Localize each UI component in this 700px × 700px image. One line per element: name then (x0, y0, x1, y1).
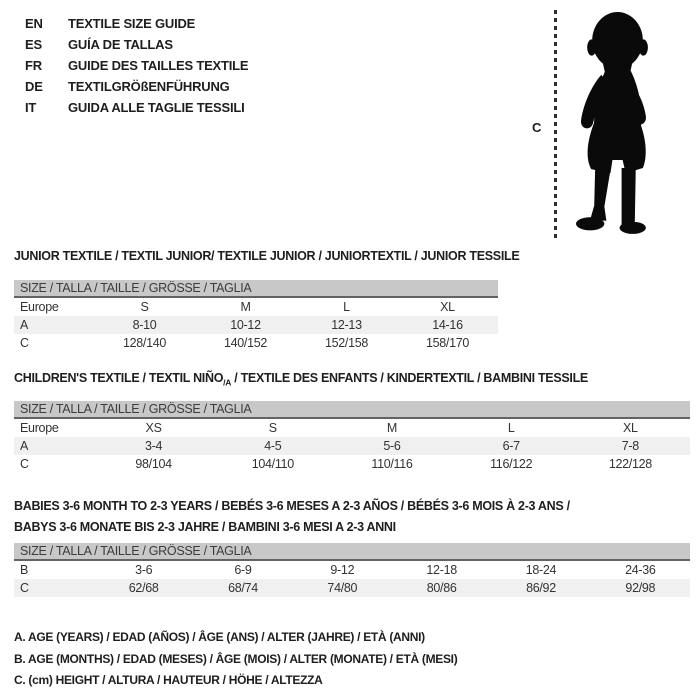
footnotes (14, 627, 457, 692)
row-label: C (20, 457, 29, 471)
height-cell: 68/74 (228, 581, 258, 595)
childrens-title-sub: /A (223, 377, 232, 388)
language-row-en (25, 13, 248, 34)
size-header-bar: SIZE / TALLA / TAILLE / GRÖSSE / TAGLIA (14, 401, 690, 419)
childrens-table (14, 419, 690, 473)
baby-silhouette (563, 8, 668, 241)
language-code: ES (25, 37, 42, 52)
row-label: A (20, 439, 29, 453)
language-code: DE (25, 79, 43, 94)
table-row-europe (14, 298, 498, 316)
height-cell: 80/86 (426, 581, 457, 595)
babies-size-table (14, 543, 690, 597)
table-row-age (14, 316, 498, 334)
size-cell: M (386, 421, 398, 435)
height-cell: 158/170 (425, 336, 470, 350)
age-cell: 5-6 (383, 439, 401, 453)
height-measure-label: C (532, 120, 542, 135)
table-row-height (14, 455, 690, 473)
table-row-height (14, 579, 690, 597)
babies-section-title (14, 496, 570, 538)
height-cell: 152/158 (324, 336, 369, 350)
childrens-title-pre: CHILDREN'S TEXTILE / TEXTIL NIÑO (14, 371, 224, 385)
row-label: Europe (20, 421, 59, 435)
language-title: GUÍA DE TALLAS (68, 37, 173, 52)
language-title: GUIDE DES TAILLES TEXTILE (68, 58, 249, 73)
size-cell: S (140, 300, 149, 314)
row-label: C (20, 336, 29, 350)
age-cell: 8-10 (132, 318, 157, 332)
height-cell: 98/104 (135, 457, 172, 471)
height-measure-line (554, 10, 557, 242)
height-cell: 86/92 (526, 581, 556, 595)
height-cell: 122/128 (608, 457, 652, 471)
size-header-bar: SIZE / TALLA / TAILLE / GRÖSSE / TAGLIA (14, 543, 690, 561)
table-row-age (14, 437, 690, 455)
age-cell: 6-7 (502, 439, 520, 453)
footnote-b: B. AGE (MONTHS) / EDAD (MESES) / ÂGE (MOIS) / ALTER (MONATE) / ETÀ (MESI) (14, 651, 458, 666)
table-row-months (14, 561, 690, 579)
age-cell: 14-16 (432, 318, 463, 332)
childrens-section-title (14, 371, 588, 388)
height-cell: 128/140 (122, 336, 167, 350)
months-cell: 3-6 (135, 563, 153, 577)
footnote-a: A. AGE (YEARS) / EDAD (AÑOS) / ÂGE (ANS) / ALTER (JAHRE) / ETÀ (ANNI) (14, 630, 425, 644)
age-cell: 4-5 (264, 439, 282, 453)
table-row-height (14, 334, 498, 352)
row-label: A (20, 318, 29, 332)
months-cell: 6-9 (234, 563, 252, 577)
row-label: Europe (20, 300, 59, 314)
age-cell: 10-12 (230, 318, 261, 332)
size-cell: XL (623, 421, 638, 435)
language-row-it (25, 97, 248, 118)
row-label: B (20, 563, 29, 577)
language-list (25, 13, 248, 118)
size-header-bar: SIZE / TALLA / TAILLE / GRÖSSE / TAGLIA (14, 280, 498, 298)
size-cell: XS (145, 421, 162, 435)
height-cell: 140/152 (223, 336, 268, 350)
language-title: TEXTILE SIZE GUIDE (68, 16, 196, 31)
months-cell: 24-36 (625, 563, 656, 577)
footnote-c: C. (cm) HEIGHT / ALTURA / HAUTEUR / HÖHE / ALTEZZA (14, 673, 323, 687)
language-row-es (25, 34, 248, 55)
language-row-de (25, 76, 248, 97)
age-cell: 7-8 (621, 439, 639, 453)
language-code: EN (25, 16, 43, 31)
junior-size-table (14, 280, 498, 352)
childrens-title-post: / TEXTILE DES ENFANTS / KINDERTEXTIL / BAMBINI TESSILE (231, 371, 588, 385)
babies-title-line1: BABIES 3-6 MONTH TO 2-3 YEARS / BEBÉS 3-6 MESES A 2-3 AÑOS / BÉBÉS 3-6 MOIS À 2-3 ANS / (14, 499, 570, 513)
height-cell: 110/116 (371, 457, 413, 471)
language-code: IT (25, 100, 37, 115)
size-cell: XL (440, 300, 455, 314)
height-cell: 62/68 (128, 581, 159, 595)
height-cell: 104/110 (251, 457, 294, 471)
months-cell: 18-24 (525, 563, 557, 577)
junior-section-title-text: JUNIOR TEXTILE / TEXTIL JUNIOR/ TEXTILE JUNIOR / JUNIORTEXTIL / JUNIOR TESSILE (14, 249, 520, 263)
childrens-size-table (14, 401, 690, 473)
months-cell: 9-12 (330, 563, 355, 577)
size-cell: M (240, 300, 251, 314)
language-code: FR (25, 58, 42, 73)
language-title: TEXTILGRÖßENFÜHRUNG (68, 79, 230, 94)
height-cell: 92/98 (625, 581, 656, 595)
language-title: GUIDA ALLE TAGLIE TESSILI (68, 100, 245, 115)
height-cell: 116/122 (490, 457, 533, 471)
language-row-fr (25, 55, 248, 76)
baby-figure (530, 6, 690, 246)
babies-title-line2: BABYS 3-6 MONATE BIS 2-3 JAHRE / BAMBINI 3-6 MESI A 2-3 ANNI (14, 520, 396, 534)
junior-table (14, 298, 498, 352)
height-cell: 74/80 (327, 581, 358, 595)
size-cell: L (343, 300, 350, 314)
months-cell: 12-18 (426, 563, 457, 577)
size-cell: S (268, 421, 277, 435)
junior-section-title (14, 249, 519, 263)
age-cell: 3-4 (145, 439, 163, 453)
age-cell: 12-13 (331, 318, 362, 332)
babies-table (14, 561, 690, 597)
row-label: C (20, 581, 29, 595)
table-row-europe (14, 419, 690, 437)
size-cell: L (507, 421, 515, 435)
